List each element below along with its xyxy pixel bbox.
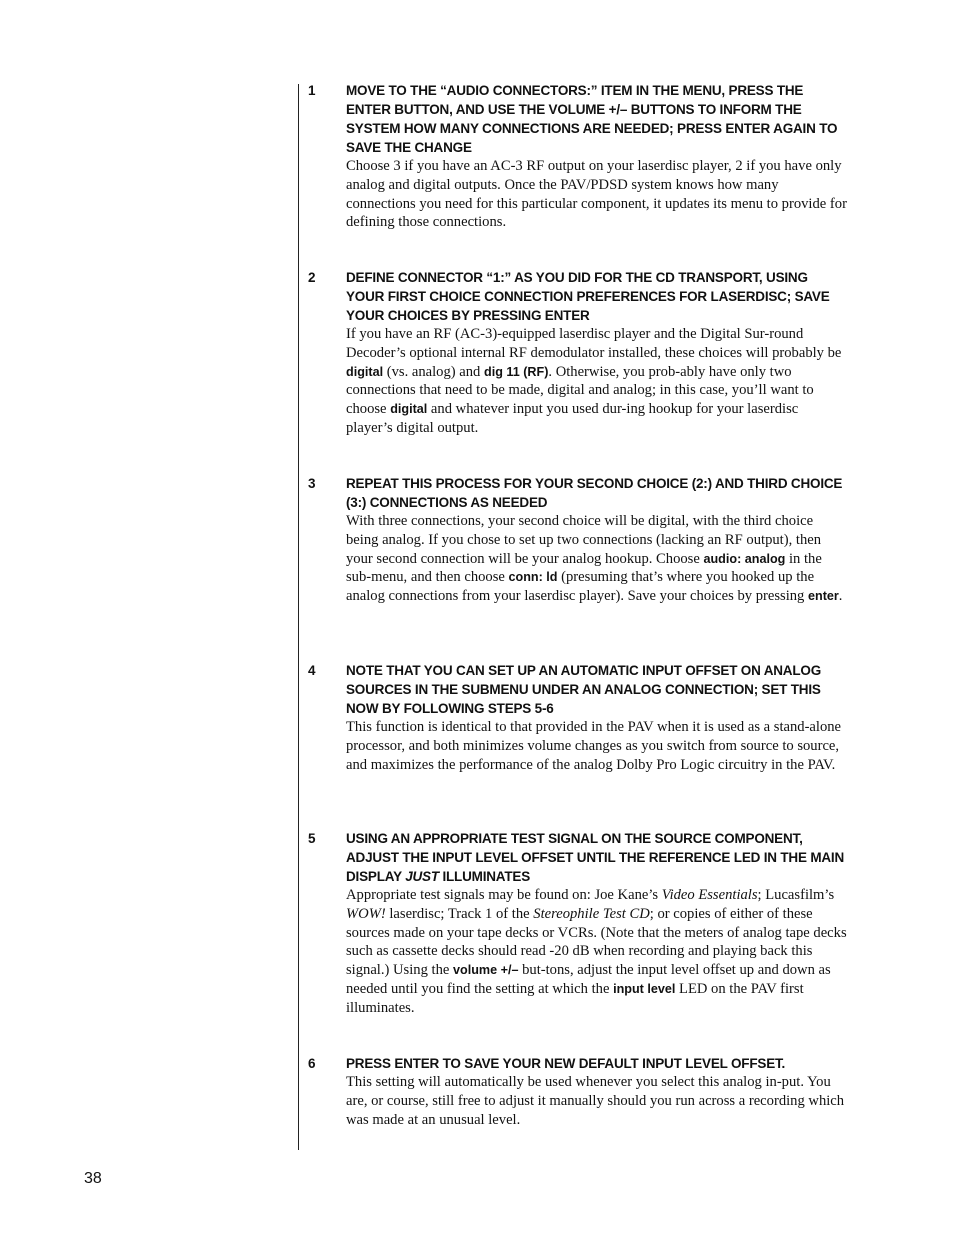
step-body: Appropriate test signals may be found on: Joe Kane’s Video Essentials; Lucasfilm’s WOW! laserdisc; Track 1 of the Stereophile Test CD; or copies of either of these sources made on your tape decks or VCRs. (Note that the meters of analog tape decks such as cassette decks should read -20 dB when recording and playing back this signal.) Using the volume +/– but-tons, adjust the input level offset up and down as needed until you find the setting at which the input level LED on the PAV first illuminates.: [346, 887, 847, 1016]
keyword: conn: ld: [508, 570, 558, 585]
step-heading: DEFINE CONNECTOR “1:” AS YOU DID FOR THE CD TRANSPORT, USING YOUR FIRST CHOICE CONNECTION PREFERENCES FOR LASERDISC; SAVE YOUR CHOICES BY PRESSING ENTER: [346, 270, 830, 323]
keyword: digital: [346, 364, 384, 379]
keyword: volume +/–: [453, 963, 519, 978]
step-body: Choose 3 if you have an AC-3 RF output on your laserdisc player, 2 if you have only analog and digital outputs. Once the PAV/PDSD system knows how many connections you need for this particular component, it updates its menu to provide for defining those connections.: [346, 158, 847, 231]
step-2: [308, 268, 848, 438]
keyword: input level: [613, 981, 676, 996]
step-body: With three connections, your second choice will be digital, with the third choice being analog. If you chose to set up two connections (lacking an RF output), then your second connection will be your analog hookup. Choose audio: analog in the sub-menu, and then choose conn: ld (presuming that’s where you hooked up the analog connections from your laserdisc player). Save your choices by pressing enter.: [346, 513, 843, 605]
step-number: 6: [308, 1056, 316, 1071]
step-heading: REPEAT THIS PROCESS FOR YOUR SECOND CHOICE (2:) AND THIRD CHOICE (3:) CONNECTIONS AS NEEDED: [346, 476, 843, 510]
step-heading: NOTE THAT YOU CAN SET UP AN AUTOMATIC INPUT OFFSET ON ANALOG SOURCES IN THE SUBMENU UNDER AN ANALOG CONNECTION; SET THIS NOW BY FOLLOWING STEPS 5-6: [346, 663, 822, 716]
step-number: 5: [308, 831, 316, 846]
step-body: If you have an RF (AC-3)-equipped laserdisc player and the Digital Sur-round Decoder’s optional internal RF demodulator installed, these choices will probably be digital (vs. analog) and dig 11 (RF). Otherwise, you prob-ably have only two connections that need to be made, digital and analog; in this case, you’ll want to choose digital and whatever input you used dur-ing hookup for your laserdisc player’s digital output.: [346, 326, 842, 436]
page-number: 38: [84, 1170, 102, 1187]
keyword: digital: [390, 402, 428, 417]
step-body: This function is identical to that provided in the PAV when it is used as a stand-alone processor, and both minimizes volume changes as you switch from source to source, and maximizes the performance of the analog Dolby Pro Logic circuitry in the PAV.: [346, 719, 842, 773]
step-heading: USING AN APPROPRIATE TEST SIGNAL ON THE SOURCE COMPONENT, ADJUST THE INPUT LEVEL OFFSET UNTIL THE REFERENCE LED IN THE MAIN DISPLAY JUST ILLUMINATES: [346, 831, 845, 884]
step-4: [308, 661, 848, 774]
keyword: enter: [808, 589, 839, 604]
step-number: 2: [308, 270, 316, 285]
keyword: audio: analog: [703, 551, 786, 566]
step-6: [308, 1054, 848, 1129]
step-number: 4: [308, 663, 316, 678]
step-number: 3: [308, 476, 316, 491]
step-5: [308, 829, 848, 1018]
keyword: dig 11 (RF): [484, 364, 549, 379]
step-3: [308, 474, 848, 606]
step-heading: PRESS ENTER TO SAVE YOUR NEW DEFAULT INPUT LEVEL OFFSET.: [346, 1056, 786, 1071]
margin-rule: [298, 84, 299, 1150]
step-heading: MOVE TO THE “AUDIO CONNECTORS:” ITEM IN THE MENU, PRESS THE ENTER BUTTON, AND USE THE VOLUME +/– BUTTONS TO INFORM THE SYSTEM HOW MANY CONNECTIONS ARE NEEDED; PRESS ENTER AGAIN TO SAVE THE CHANGE: [346, 83, 838, 155]
step-body: This setting will automatically be used whenever you select this analog in-put. You are, or course, still free to adjust it manually should you run across a recording which was made at an unusual level.: [346, 1074, 845, 1128]
step-number: 1: [308, 83, 316, 98]
step-1: [308, 81, 848, 232]
